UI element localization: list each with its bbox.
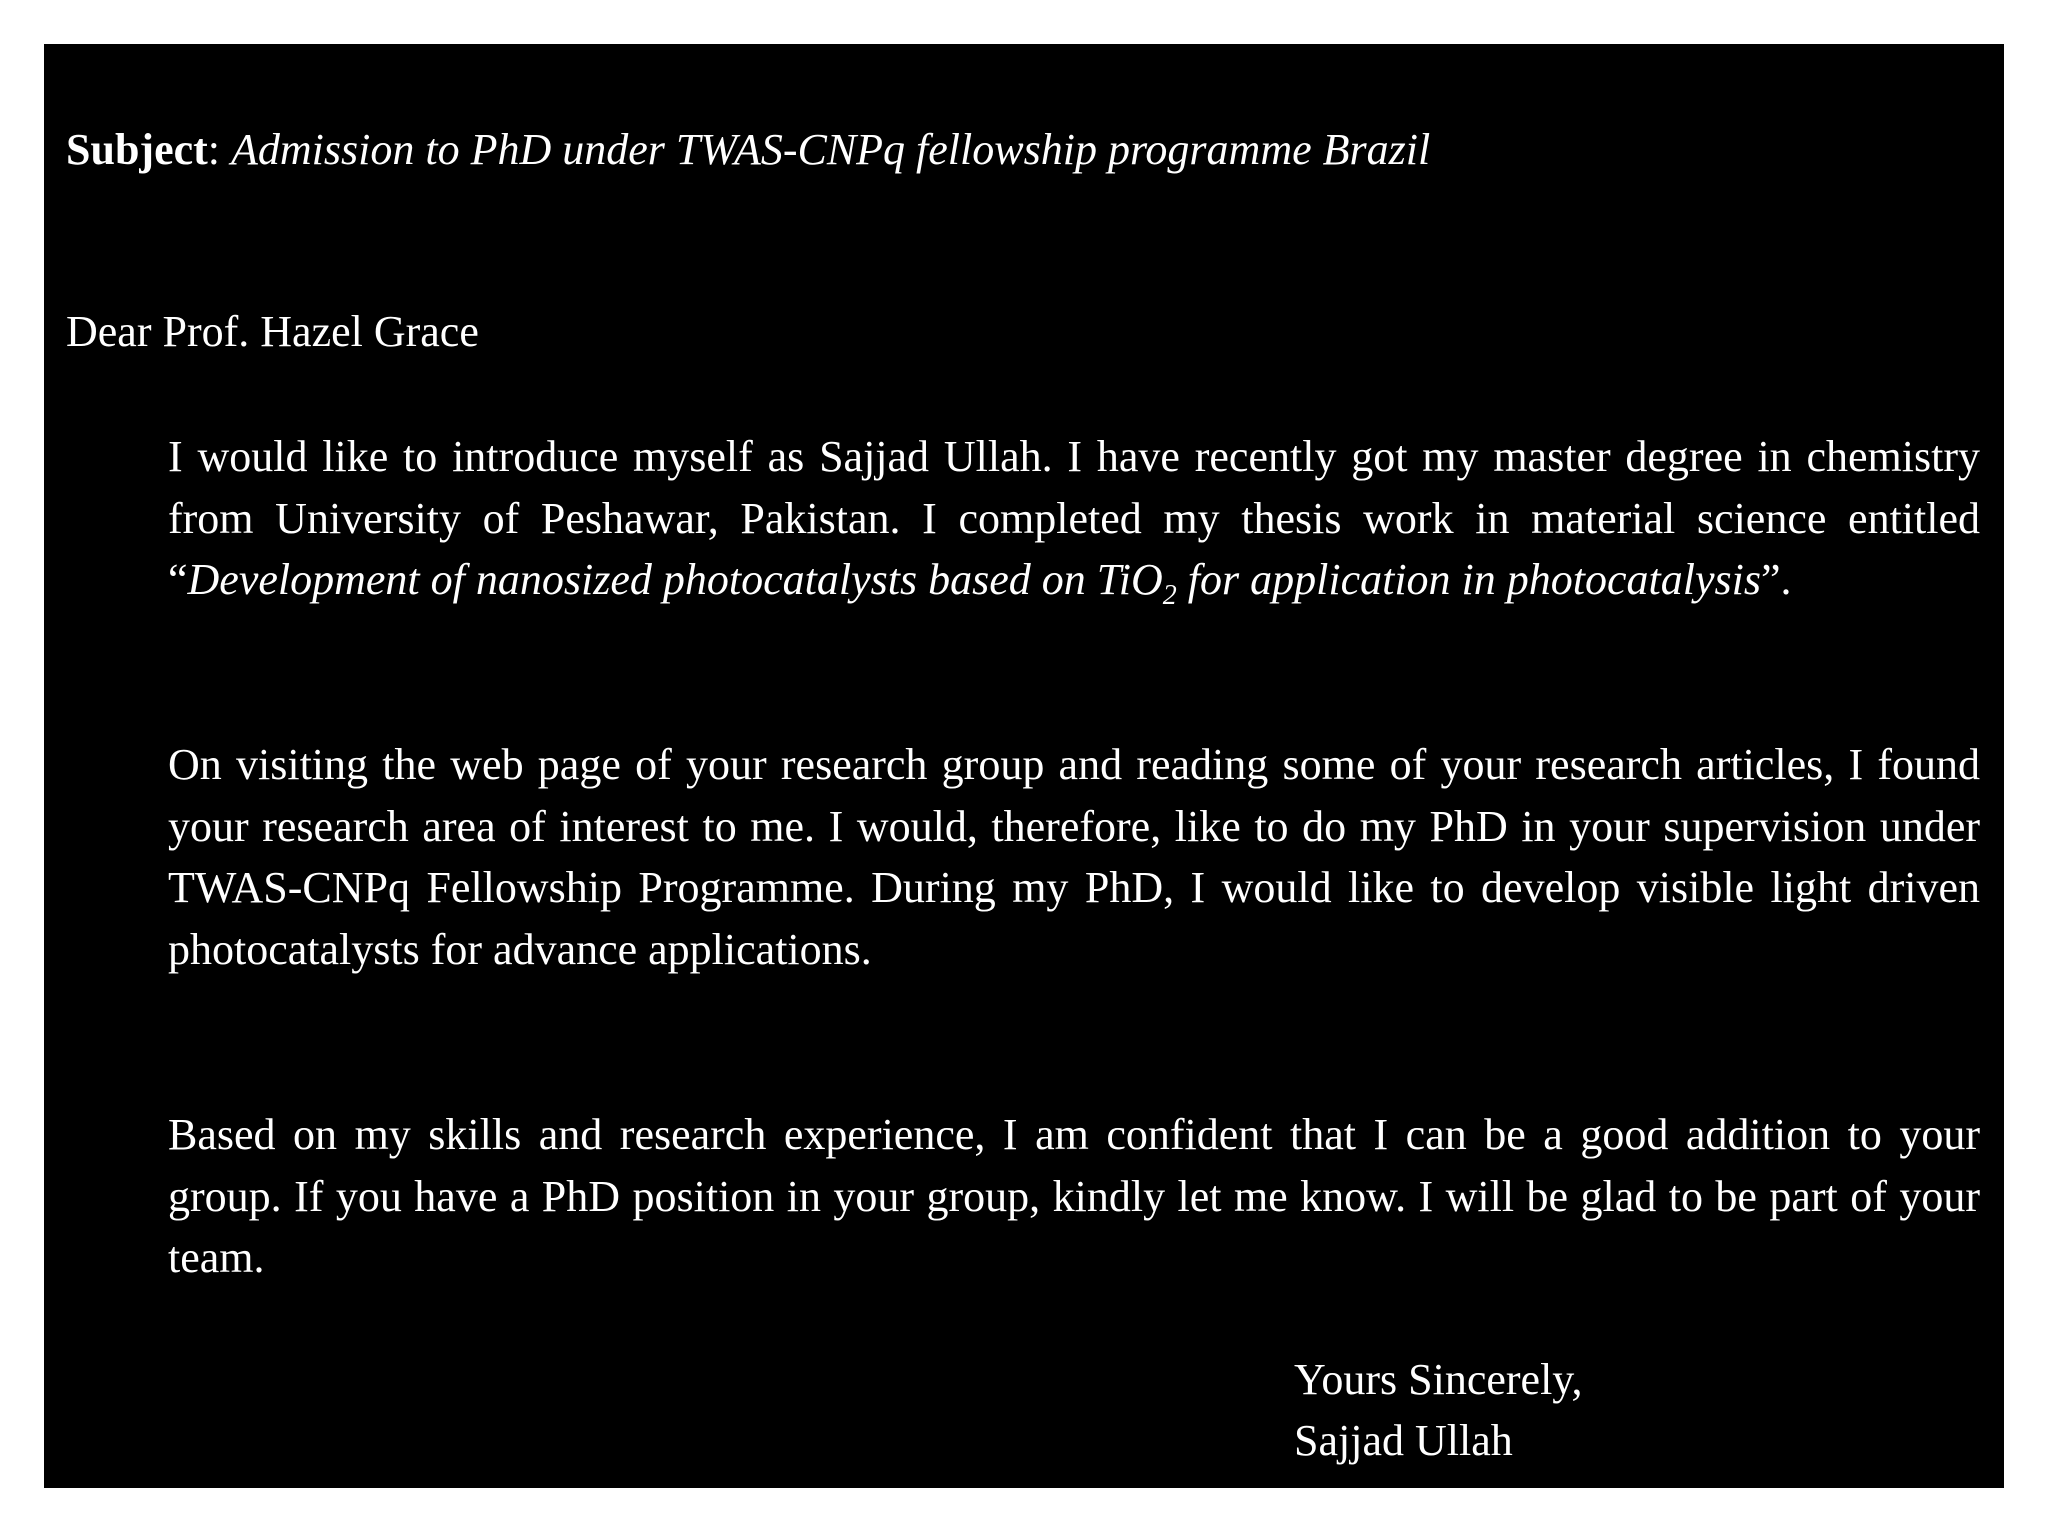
paragraph-skills: Based on my skills and research experience, I am confident that I can be a good addition to your group. If you have a PhD position in your group, kindly let me know. I will be glad to be part of your team. — [168, 1110, 1980, 1282]
thesis-title-part2: for application in photocatalysis — [1176, 555, 1761, 604]
intro-text-end: ”. — [1760, 555, 1792, 604]
paragraph-research-interest: On visiting the web page of your research group and reading some of your research articles, I found your research area of interest to me. I would, therefore, like to do my PhD in your supervision under TWAS-CNPq Fellowship Programme. During my PhD, I would like to develop visible light driven photocatalysts for advance applications. — [168, 740, 1980, 974]
subject-colon: : — [207, 125, 232, 174]
intro-text: I would like to introduce myself as Sajjad Ullah. I have recently got my master degree in chemistry from University of Peshawar, Pakistan. I completed my thesis work in material science entitled “ — [168, 432, 1980, 604]
thesis-title — [187, 555, 1761, 611]
paragraph-introduction — [168, 426, 1980, 611]
subject-text: Admission to PhD under TWAS-CNPq fellowship programme Brazil — [231, 125, 1431, 174]
letter-slide — [44, 44, 2004, 1488]
signature-name: Sajjad Ullah — [1294, 1416, 1513, 1465]
subject-line — [66, 120, 1430, 180]
closing-block — [1294, 1349, 1582, 1471]
thesis-title-subscript: 2 — [1162, 579, 1177, 611]
subject-label: Subject — [66, 125, 208, 174]
closing-phrase: Yours Sincerely, — [1294, 1355, 1583, 1404]
thesis-title-part1: Development of nanosized photocatalysts based on TiO — [187, 555, 1163, 604]
salutation: Dear Prof. Hazel Grace — [66, 307, 479, 356]
